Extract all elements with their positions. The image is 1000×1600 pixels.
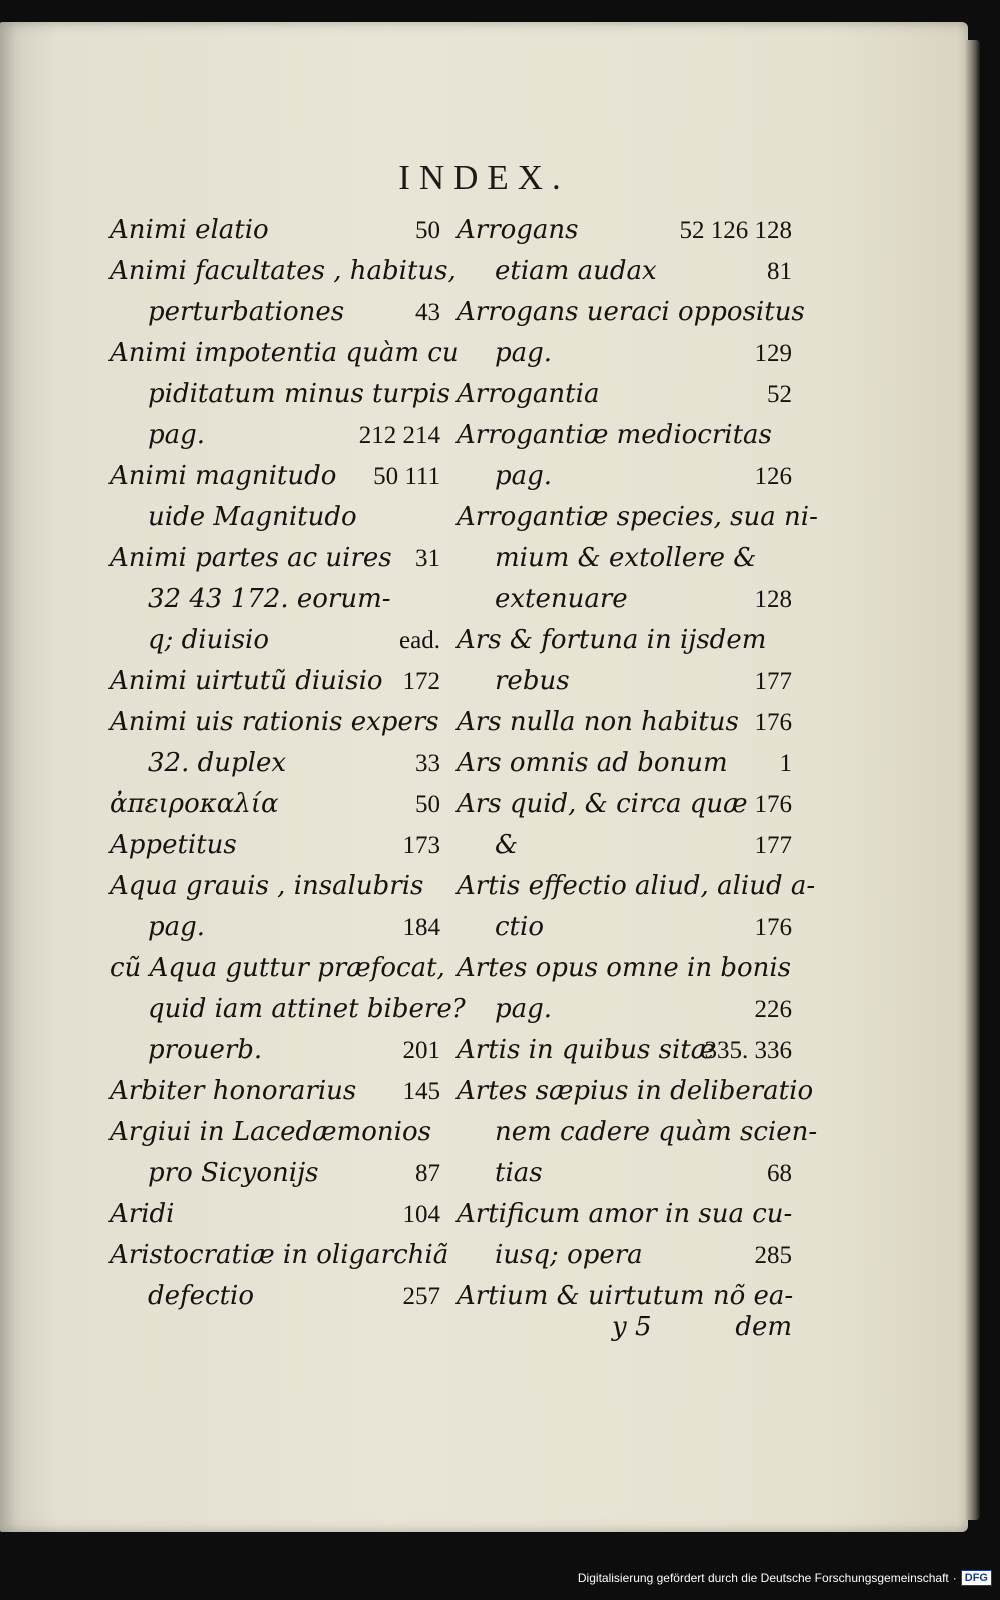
index-entry-line [457, 825, 792, 866]
entry-text: Argiui in Lacedæmonios [110, 1117, 431, 1147]
index-entry-line [457, 702, 792, 743]
index-entry-line [110, 210, 440, 251]
entry-text: perturbationes [148, 297, 345, 327]
index-entry-line [457, 784, 792, 825]
entry-text: Aqua grauis , insalubris [110, 871, 424, 901]
entry-text: Aristocratiæ in oligarchiã [110, 1240, 449, 1270]
index-entry-line [457, 1276, 792, 1317]
index-entry-line [457, 251, 792, 292]
entry-text: prouerb. [148, 1035, 263, 1065]
entry-page-ref: 33 [415, 750, 440, 777]
index-entry-line [457, 1071, 814, 1112]
entry-page-ref: 1 [779, 750, 792, 777]
entry-text: Animi partes ac uires [110, 543, 392, 573]
entry-text: Arrogans [457, 215, 579, 245]
entry-page-ref: 31 [415, 545, 440, 572]
entry-text: ctio [495, 912, 544, 942]
index-entry-line [110, 1112, 440, 1153]
catchline [457, 1312, 792, 1353]
index-entry-line [110, 989, 466, 1030]
index-entry-line [457, 907, 792, 948]
entry-page-ref: 201 [402, 1037, 440, 1064]
entry-page-ref: 184 [402, 914, 440, 941]
index-entry-line [457, 1235, 792, 1276]
entry-text: Appetitus [110, 830, 237, 860]
entry-page-ref: 128 [754, 586, 792, 613]
index-entry-line [110, 1276, 440, 1317]
index-entry-line [110, 784, 440, 825]
entry-text: & [495, 830, 519, 860]
entry-text: Animi impotentia quàm cu [110, 338, 459, 368]
entry-text: Artes opus omne in bonis [457, 953, 792, 983]
entry-text: Arrogantia [457, 379, 600, 409]
entry-page-ref: 177 [754, 832, 792, 859]
index-entry-line [110, 620, 440, 661]
entry-page-ref: 176 [754, 791, 792, 818]
index-entry-line [457, 292, 805, 333]
entry-text: Arbiter honorarius [110, 1076, 357, 1106]
index-entry-line [457, 743, 792, 784]
entry-text: quid iam attinet bibere? [148, 994, 466, 1024]
entry-text: pro Sicyonijs [148, 1158, 319, 1188]
entry-text: tias [495, 1158, 543, 1188]
index-entry-line [457, 374, 792, 415]
entry-text: Artes sæpius in deliberatio [457, 1076, 814, 1106]
entry-page-ref: 176 [754, 914, 792, 941]
index-entry-line [110, 374, 450, 415]
footer-credit: Digitalisierung gefördert durch die Deutsche Forschungsgemeinschaft [577, 1571, 949, 1585]
index-entry-line [457, 538, 792, 579]
entry-text: Artis in quibus sitæ [457, 1035, 716, 1065]
index-entry-line [110, 1153, 440, 1194]
entry-page-ref: 173 [402, 832, 440, 859]
index-entry-line [110, 702, 440, 743]
entry-text: pag. [148, 912, 206, 942]
entry-text: Animi uirtutũ diuisio [110, 666, 383, 696]
entry-text: uide Magnitudo [148, 502, 357, 532]
entry-page-ref: 335. 336 [704, 1037, 792, 1064]
entry-text: 32. duplex [148, 748, 287, 778]
entry-text: q; diuisio [148, 625, 269, 655]
entry-page-ref: 176 [754, 709, 792, 736]
entry-page-ref: 52 126 128 [679, 217, 792, 244]
entry-text: pag. [495, 338, 553, 368]
entry-text: Arrogantiæ mediocritas [457, 420, 772, 450]
entry-text: Artificum amor in sua cu- [457, 1199, 793, 1229]
index-entry-line [110, 579, 440, 620]
footer-separator: · [952, 1571, 957, 1585]
index-entry-line [457, 579, 792, 620]
signature-mark: y 5 [612, 1312, 652, 1342]
entry-page-ref: 177 [754, 668, 792, 695]
entry-text: Ars omnis ad bonum [457, 748, 728, 778]
index-entry-line [457, 456, 792, 497]
entry-text: Ars nulla non habitus [457, 707, 739, 737]
entry-page-ref: 43 [415, 299, 440, 326]
index-entry-line [110, 907, 440, 948]
entry-text: mium & extollere & [495, 543, 757, 573]
index-entry-line [110, 948, 445, 989]
index-entry-line [110, 333, 459, 374]
index-column-left [110, 210, 466, 1317]
entry-page-ref: 50 [415, 217, 440, 244]
entry-page-ref: 145 [402, 1078, 440, 1105]
entry-text: Artium & uirtutum nõ ea- [457, 1281, 794, 1311]
running-head: INDEX. [398, 158, 570, 197]
page-edge [966, 40, 980, 1520]
index-entry-line [110, 1235, 449, 1276]
entry-text: extenuare [495, 584, 628, 614]
entry-text: pag. [148, 420, 206, 450]
index-entry-line [457, 415, 792, 456]
index-entry-line [110, 1071, 440, 1112]
entry-text: Animi magnitudo [110, 461, 337, 491]
entry-text: Animi facultates , habitus, [110, 256, 456, 286]
entry-text: defectio [148, 1281, 255, 1311]
entry-page-ref: 226 [754, 996, 792, 1023]
index-entry-line [110, 415, 440, 456]
entry-page-ref: ead. [399, 627, 440, 654]
entry-text: iusq; opera [495, 1240, 643, 1270]
entry-text: Ars quid, & circa quæ [457, 789, 748, 819]
entry-page-ref: 212 214 [358, 422, 440, 449]
index-entry-line [110, 538, 440, 579]
entry-text: etiam audax [495, 256, 657, 286]
book-page [0, 22, 968, 1532]
index-entry-line [457, 866, 816, 907]
entry-page-ref: 50 111 [373, 463, 440, 490]
index-entry-line [457, 1030, 792, 1071]
index-entry-line [110, 743, 440, 784]
entry-page-ref: 172 [402, 668, 440, 695]
index-entry-line [457, 661, 792, 702]
entry-text: Arrogans ueraci oppositus [457, 297, 805, 327]
index-entry-line [457, 948, 792, 989]
index-entry-line [110, 292, 440, 333]
entry-text: pag. [495, 461, 553, 491]
entry-page-ref: 129 [754, 340, 792, 367]
entry-page-ref: 68 [767, 1160, 792, 1187]
index-entry-line [110, 456, 440, 497]
index-entry-line [457, 1194, 792, 1235]
entry-text: nem cadere quàm scien- [495, 1117, 818, 1147]
index-entry-line [457, 1112, 818, 1153]
index-column-right [457, 210, 818, 1317]
entry-text: Artis effectio aliud, aliud a- [457, 871, 816, 901]
entry-page-ref: 52 [767, 381, 792, 408]
index-entry-line [110, 497, 440, 538]
entry-page-ref: 104 [402, 1201, 440, 1228]
digitization-footer [578, 1570, 992, 1586]
entry-page-ref: 87 [415, 1160, 440, 1187]
entry-text: 32 43 172. eorum- [148, 584, 391, 614]
index-entry-line [110, 866, 440, 907]
entry-text: rebus [495, 666, 570, 696]
index-entry-line [457, 1153, 792, 1194]
entry-text: Ars & fortuna in ijsdem [457, 625, 767, 655]
entry-page-ref: 50 [415, 791, 440, 818]
entry-text: Animi uis rationis expers [110, 707, 439, 737]
index-entry-line [457, 620, 792, 661]
entry-page-ref: 81 [767, 258, 792, 285]
entry-text: cũ Aqua guttur præfocat, [110, 953, 445, 983]
index-entry-line [457, 497, 818, 538]
entry-page-ref: 285 [754, 1242, 792, 1269]
index-entry-line [110, 1194, 440, 1235]
entry-text: piditatum minus turpis [148, 379, 450, 409]
index-entry-line [110, 1030, 440, 1071]
index-entry-line [110, 661, 440, 702]
dfg-logo-icon: DFG [961, 1570, 992, 1586]
entry-page-ref: 257 [402, 1283, 440, 1310]
index-entry-line [110, 825, 440, 866]
index-entry-line [457, 333, 792, 374]
index-entry-line [457, 210, 792, 251]
entry-text: Aridi [110, 1199, 175, 1229]
catchword: dem [735, 1312, 792, 1342]
index-entry-line [457, 989, 792, 1030]
entry-text: ἀπειροκαλία [110, 789, 279, 819]
entry-page-ref: 126 [754, 463, 792, 490]
entry-text: Animi elatio [110, 215, 269, 245]
entry-text: pag. [495, 994, 553, 1024]
entry-text: Arrogantiæ species, sua ni- [457, 502, 818, 532]
index-entry-line [110, 251, 456, 292]
